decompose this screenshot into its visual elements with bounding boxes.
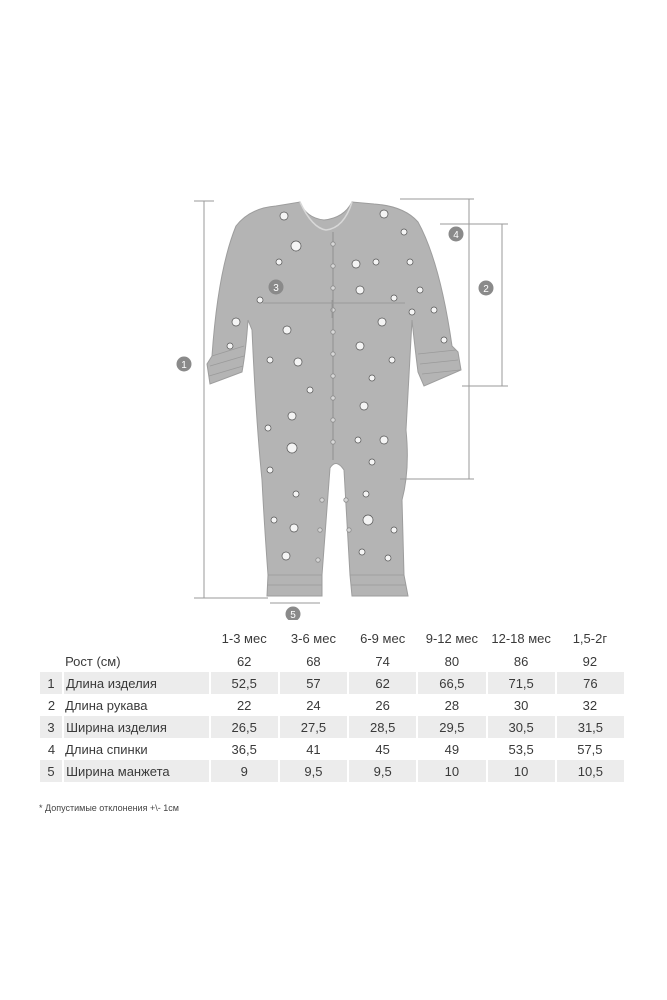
table-cell: 32 — [582, 697, 598, 713]
table-cell: 41 — [306, 741, 321, 757]
svg-text:4: 4 — [453, 230, 459, 241]
svg-text:5: 5 — [290, 610, 296, 620]
table-cell: 53,5 — [508, 741, 534, 757]
table-cell: 74 — [375, 653, 390, 669]
table-cell: 71,5 — [487, 672, 556, 694]
table-cell: 36,5 — [231, 741, 257, 757]
column-header: 1-3 мес — [221, 630, 267, 646]
table-cell: 27,5 — [279, 716, 348, 738]
table-row — [40, 760, 624, 782]
dimension-marker-1 — [177, 357, 192, 372]
row-label: Длина изделия — [63, 672, 210, 694]
table-cell: 92 — [582, 653, 598, 669]
table-cell: 62 — [236, 653, 252, 669]
table-cell: 28,5 — [348, 716, 417, 738]
table-cell: 24 — [306, 697, 321, 713]
table-cell: 30 — [513, 697, 529, 713]
dimension-marker-5 — [286, 607, 301, 621]
table-cell: 28 — [444, 697, 460, 713]
dimension-marker-2 — [479, 281, 494, 296]
row-label: Длина рукава — [65, 697, 148, 713]
table-cell: 10,5 — [556, 760, 624, 782]
row-label: Ширина манжета — [63, 760, 210, 782]
table-cell: 86 — [513, 653, 529, 669]
table-row — [40, 738, 624, 760]
column-header: 12-18 мес — [491, 630, 551, 646]
table-cell: 66,5 — [417, 672, 486, 694]
height-row — [40, 650, 624, 672]
table-cell: 76 — [556, 672, 624, 694]
table-cell: 22 — [236, 697, 252, 713]
table-cell: 30,5 — [487, 716, 556, 738]
column-header: 1,5-2г — [572, 630, 608, 646]
table-cell: 45 — [375, 741, 390, 757]
row-number: 5 — [40, 760, 63, 782]
table-cell: 10 — [487, 760, 556, 782]
table-cell: 10 — [417, 760, 486, 782]
table-row — [40, 672, 624, 694]
row-label: Ширина изделия — [63, 716, 210, 738]
dimension-marker-3 — [269, 280, 284, 295]
table-cell: 26,5 — [210, 716, 279, 738]
table-cell: 52,5 — [210, 672, 279, 694]
table-cell: 68 — [306, 653, 321, 669]
table-row — [40, 694, 624, 716]
row-number: 4 — [47, 741, 56, 757]
size-table — [40, 626, 624, 782]
table-cell: 29,5 — [417, 716, 486, 738]
table-cell: 26 — [375, 697, 390, 713]
table-cell: 57 — [279, 672, 348, 694]
table-cell: 49 — [444, 741, 460, 757]
row-label: Рост (см) — [65, 653, 121, 669]
table-cell: 9 — [210, 760, 279, 782]
size-header-row — [40, 626, 624, 650]
row-label: Длина спинки — [65, 741, 148, 757]
svg-text:1: 1 — [181, 360, 187, 371]
table-cell: 80 — [444, 653, 460, 669]
table-row — [40, 716, 624, 738]
column-header: 9-12 мес — [425, 630, 479, 646]
dimension-marker-4 — [449, 227, 464, 242]
table-cell: 9,5 — [279, 760, 348, 782]
table-cell: 9,5 — [348, 760, 417, 782]
row-number: 2 — [47, 697, 56, 713]
column-header: 3-6 мес — [290, 630, 336, 646]
svg-text:3: 3 — [273, 283, 279, 294]
tolerance-footnote: * Допустимые отклонения +\- 1см — [39, 803, 179, 813]
row-number: 3 — [40, 716, 63, 738]
column-header: 6-9 мес — [360, 630, 406, 646]
svg-text:2: 2 — [483, 284, 489, 295]
table-cell: 57,5 — [577, 741, 603, 757]
table-cell: 62 — [348, 672, 417, 694]
row-number: 1 — [40, 672, 63, 694]
table-cell: 31,5 — [556, 716, 624, 738]
